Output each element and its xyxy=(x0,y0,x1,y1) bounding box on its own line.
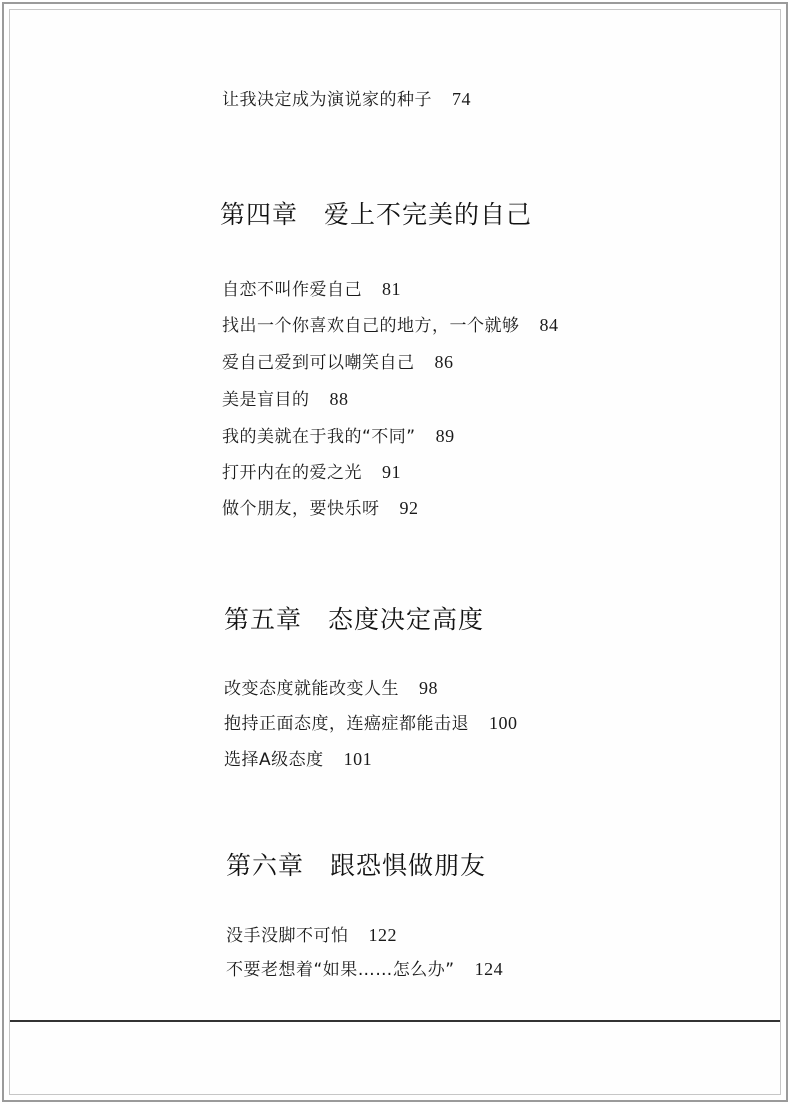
bottom-rule xyxy=(10,1020,780,1022)
entry-page-number: 98 xyxy=(419,678,438,698)
toc-entry xyxy=(224,748,372,771)
entry-title: 做个朋友，要快乐呀 xyxy=(222,499,380,519)
toc-entry xyxy=(222,388,349,411)
chapter-heading xyxy=(220,199,532,231)
toc-entry xyxy=(222,425,455,448)
chapter-title: 爱上不完美的自己 xyxy=(324,200,533,229)
entry-title: 不要老想着“如果……怎么办” xyxy=(226,960,455,980)
entry-page-number: 122 xyxy=(368,925,397,945)
toc-entry xyxy=(222,351,454,374)
toc-entry xyxy=(222,497,419,520)
entry-title: 打开内在的爱之光 xyxy=(222,463,362,483)
chapter-title: 态度决定高度 xyxy=(328,605,485,634)
toc-entry xyxy=(222,278,401,301)
entry-page-number: 91 xyxy=(382,462,401,482)
entry-title: 让我决定成为演说家的种子 xyxy=(222,90,432,110)
entry-page-number: 92 xyxy=(399,498,419,518)
entry-page-number: 88 xyxy=(329,389,349,409)
entry-title: 找出一个你喜欢自己的地方，一个就够 xyxy=(222,316,520,336)
entry-page-number: 74 xyxy=(452,89,471,109)
chapter-title: 跟恐惧做朋友 xyxy=(330,851,487,880)
toc-entry xyxy=(224,677,438,700)
toc-entry xyxy=(226,924,397,947)
toc-entry xyxy=(226,958,503,981)
entry-page-number: 84 xyxy=(539,315,559,335)
toc-entry xyxy=(222,314,559,337)
entry-title: 选择A级态度 xyxy=(224,750,324,770)
entry-title: 美是盲目的 xyxy=(222,390,310,410)
entry-title: 爱自己爱到可以嘲笑自己 xyxy=(222,353,415,373)
entry-page-number: 81 xyxy=(382,279,401,299)
chapter-heading xyxy=(224,604,484,636)
entry-page-number: 100 xyxy=(489,713,518,733)
entry-title: 我的美就在于我的“不同” xyxy=(222,427,416,447)
chapter-label: 第六章 xyxy=(226,851,305,880)
entry-title: 抱持正面态度，连癌症都能击退 xyxy=(224,714,469,734)
entry-title: 改变态度就能改变人生 xyxy=(224,679,399,699)
chapter-heading xyxy=(226,850,486,882)
toc-entry xyxy=(222,461,401,484)
entry-title: 自恋不叫作爱自己 xyxy=(222,280,362,300)
chapter-label: 第五章 xyxy=(224,605,303,634)
entry-page-number: 124 xyxy=(474,959,504,979)
toc-entry xyxy=(224,712,518,735)
entry-page-number: 86 xyxy=(434,352,454,372)
chapter-label: 第四章 xyxy=(220,200,299,229)
entry-title: 没手没脚不可怕 xyxy=(226,926,349,946)
entry-page-number: 101 xyxy=(343,749,373,769)
entry-page-number: 89 xyxy=(435,426,455,446)
toc-entry xyxy=(222,88,471,111)
